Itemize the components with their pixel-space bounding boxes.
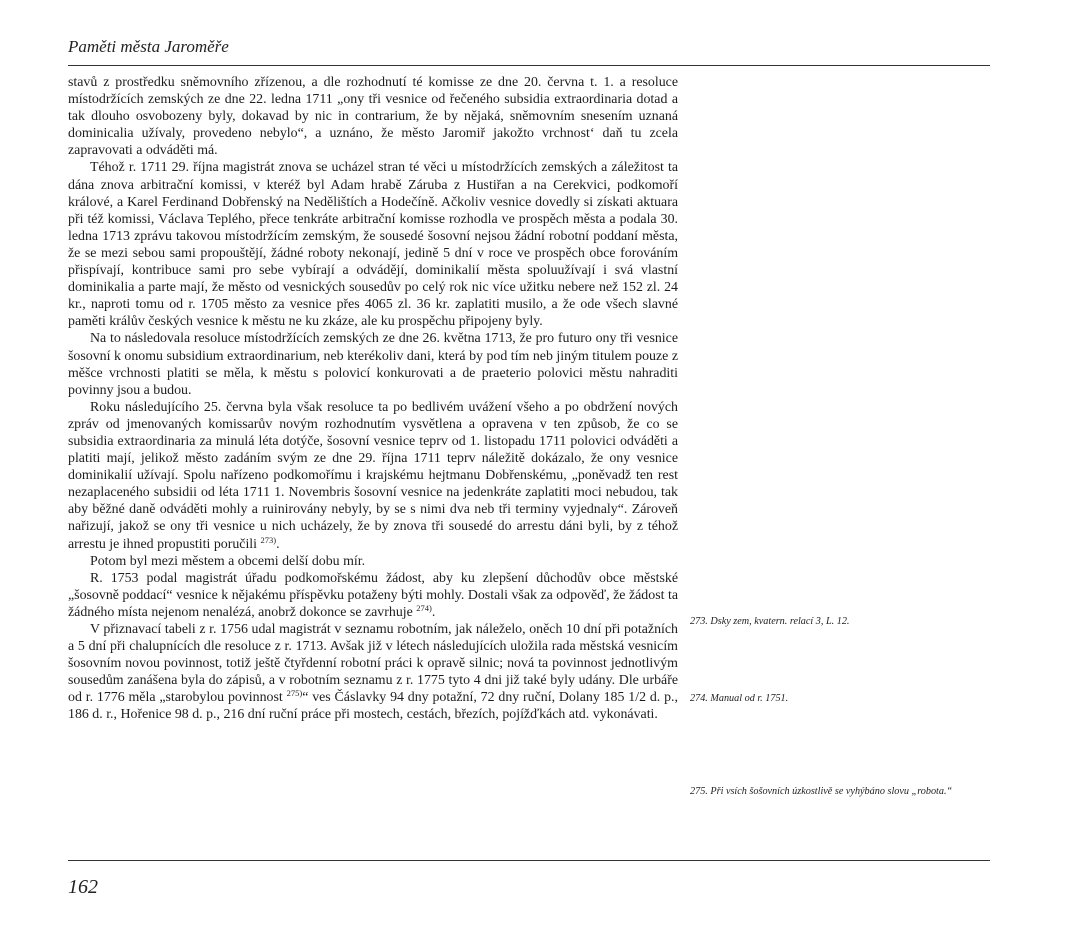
paragraph-4-text: Roku následujícího 25. června byla však resoluce ta po bedlivém uvážení všeho a po obdržení nových zpráv od jmenovaných komissarův novým rozhodnutím vysvětlena a opravena v ten způsob, že co se subsidia extraordinaria za minulá léta dotýče, šosovní vesnice teprv od 1. listopadu 1711 polovici odváděti a platiti mají, jelikož město zadáním svým ze dne 29. října 1711 teprv náležitě dokázalo, že ony vesnice dominikalií užívají. Spolu nařízeno podkomořímu i krajskému hejtmanu Dobřenskému, „poněvadž ten rest nezaplaceného subsidii od léta 1711 1. Novembris šosovní vesnice na jedenkráte zaplatiti moci nebudou, tak aby běžné daně odváděti mohly a ruinirovány nebyly, by se s nimi dva neb tři terminy vyjednaly“. Zároveň nařizují, jakož se ony tři vesnice u nich ucházely, že by znova tři sousedé do arrestu dáni byli, by z téhož arrestu je ihned propustiti poručili [68,399,678,552]
paragraph-5: Potom byl mezi městem a obcemi delší dobu mír. [90,553,366,569]
footnote-ref-275[interactable]: 275) [286,688,303,699]
paragraph-4 [68,399,678,553]
footnote-273: 273. Dsky zem, kvatern. relací 3, L. 12. [690,616,850,627]
footnote-ref-274[interactable]: 274) [416,602,432,613]
running-title: Paměti města Jaroměře [68,37,229,56]
paragraph-4-end: . [276,536,280,552]
footnote-274: 274. Manual od r. 1751. [690,693,789,704]
paragraph-6-end: . [431,604,436,620]
paragraph-3: Na to následovala resoluce místodržících zemských ze dne 26. května 1713, že pro futuro ony tři vesnice šosovní k onomu subsidium extraordinarium, neb kterékoliv dani, která by pod tím neb jiným titulem pouze z měšce vrchnosti platiti se měla, k městu s polovicí konkurovati a de praeterio polovici městu nahraditi povinny jsou a budou. [68,331,678,398]
paragraph-6-text: R. 1753 podal magistrát úřadu podkomořskému žádost, aby ku zlepšení důchodův obce městské „šosovně poddací“ vesnice k nějakému příspěvku potaženy býti mohly. Dostali však za odpověď, že žádost ta žádného místa nejenom nenalézá, anobrž dokonce se zavrhuje [68,570,678,620]
paragraph-2: Téhož r. 1711 29. října magistrát znova se ucházel stran té věci u místodržících zemských a záležitost ta dána znova arbitrační komissi, v kteréž byl Adam hrabě Záruba z Hustiřan a na Cerekvici, podkomoří králové, a Karel Ferdinand Dobřenský na Nedělištích a Hodečíně. Ačkoliv vesnice dovedly si získati aktuara při též komissi, Václava Teplého, přece tenkráte arbitrační komisse rozhodla ve prospěch města a podala 30. ledna 1713 zprávu takovou místodržícím zemským, že sousedé šosovní nejsou žádní robotní poddaní města, že se mezi sebou sami propouštějí, žádné roboty nekonají, jedině 5 dní v roce ve prospěch obce forováním přispívají, kontribuce sami pro sebe vybírají a odvádějí, dominikalií města spoluužívají i svá vlastní dominikalia a parte mají, že město od vesnických sousedův po celý rok nic více užitku nebere než 152 zl. 24 kr., naproti tomu od r. 1705 město za vesnice přes 4065 zl. 36 kr. zaplatiti musilo, a že ode všech slavné paměti králův českých vesnice k městu ne ku zkáze, ale ku prospěchu připojeny byly. [68,160,678,330]
paragraph-7-end: “ ves Čáslavky 94 dny potažní, 72 dny ruční, Dolany 185 1/2 d. p., 186 d. r., Hořenice 98 d. p., 216 dní ruční práce při mostech, cestách, březích, pojížďkách atd. vykonávati. [68,690,678,723]
footnote-ref-273[interactable]: 273) [260,534,277,545]
paragraph-1: stavů z prostředku sněmovního zřízenou, a dle rozhodnutí té komisse ze dne 20. června t. 1. a resoluce místodržících zemských ze dne 22. ledna 1711 „ony tři vesnice od řečeného subsidia extraordinaria dotad a tak dlouho osvobozeny byly, dokavad by nic in contrarium, že by nějaká, sněmovním snesením uznaná dominicalia užívaly, provedeno nebylo“, a uznáno, že město Jaromiř jakožto vrchnost‘ daň tu zcela zapravovati a odváděti má. [68,75,678,159]
footer-rule [68,860,990,861]
paragraph-6 [68,570,678,621]
footnote-275: 275. Při vsích šošovních úzkostlivě se vyhýbáno slovu „robota.“ [690,786,953,797]
paragraph-7-text: V přiznavací tabeli z r. 1756 udal magistrát v seznamu robotním, jak náleželo, oněch 10 dní při potažních a 5 dní při chalupnících dle resoluce z r. 1713. Avšak již v létech následujících uložila rada městská vesnicím šosovním novou povinnost, totiž ještě čtyřdenní robotní práci k opravě silnic; nová ta povinnost jednotlivým sousedům zanášena byla do zápisů, a v robotním seznamu z r. 1775 tyto 4 dni již také byly udány. Dle urbáře od r. 1776 měla „starobylou povinnost [68,622,678,706]
header-rule [68,65,990,66]
page-number: 162 [68,876,98,898]
paragraph-7 [68,621,678,724]
main-text-column [68,74,678,724]
